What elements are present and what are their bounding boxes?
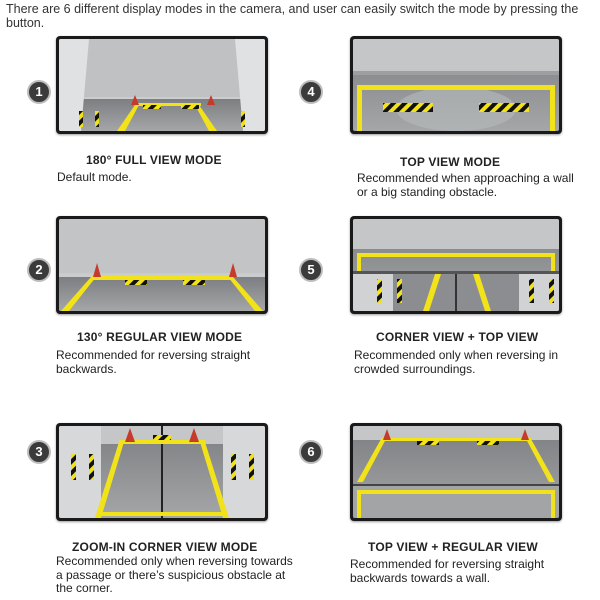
mode-number-badge: 6 [299,440,323,464]
mode-description: Recommended when approaching a wall or a big standing obstacle. [357,171,574,199]
mode-description: Recommended for reversing straight backwards. [56,348,251,376]
camera-view-image [56,423,268,521]
mode-description: Default mode. [57,170,132,184]
mode-number-badge: 4 [299,80,323,104]
mode-description: Recommended only when reversing towards a passage or there’s suspicious obstacle at the corner. [56,554,293,595]
camera-view-image [56,36,268,134]
mode-title: TOP VIEW MODE [400,155,501,169]
mode-title: ZOOM-IN CORNER VIEW MODE [72,540,258,554]
mode-number-badge: 3 [27,440,51,464]
camera-view-image [350,36,562,134]
mode-number-badge: 1 [27,80,51,104]
mode-title: TOP VIEW + REGULAR VIEW [368,540,538,554]
mode-description: Recommended for reversing straight backwards towards a wall. [350,557,545,585]
mode-title: 180° FULL VIEW MODE [86,153,222,167]
intro-text: There are 6 different display modes in the camera, and user can easily switch the mode by pressing the button. [6,2,579,30]
mode-description: Recommended only when reversing in crowded surroundings. [354,348,559,376]
mode-title: 130° REGULAR VIEW MODE [77,330,243,344]
camera-view-image [350,216,562,314]
camera-view-image [350,423,562,521]
mode-number-badge: 5 [299,258,323,282]
mode-title: CORNER VIEW + TOP VIEW [376,330,539,344]
camera-view-image [56,216,268,314]
mode-number-badge: 2 [27,258,51,282]
